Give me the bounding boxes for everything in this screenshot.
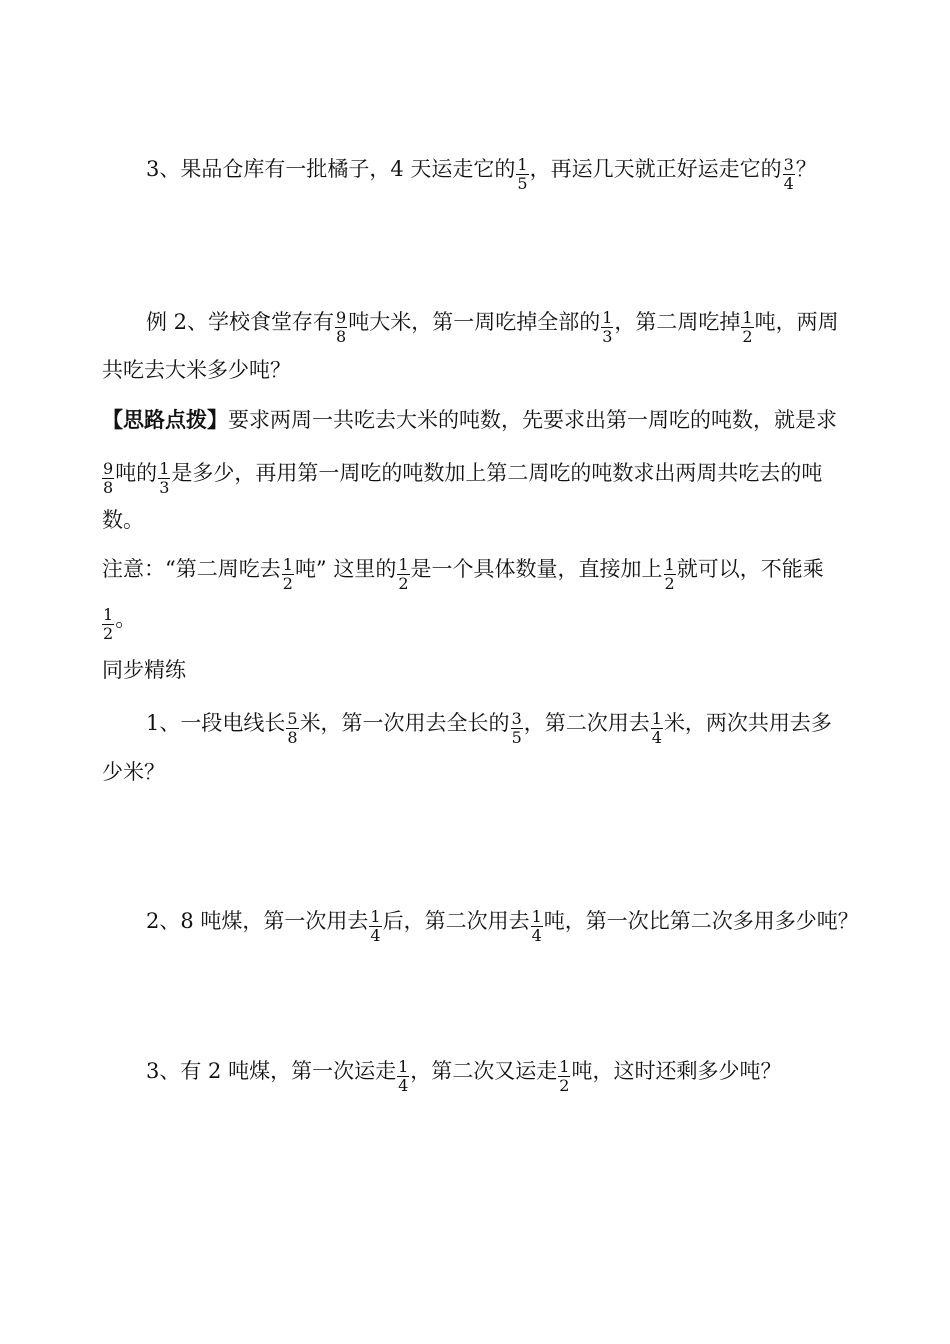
numerator: 1 — [664, 555, 675, 574]
fraction — [558, 1058, 570, 1095]
note-text: 就可以，不能乘 — [676, 557, 824, 581]
fraction — [664, 556, 676, 593]
denominator: 2 — [398, 574, 409, 593]
fraction — [102, 460, 114, 497]
exercise-1-line-2 — [102, 758, 165, 786]
denominator: 2 — [664, 574, 675, 593]
example-text: 吨大米，第一周吃掉全部的 — [348, 310, 601, 334]
fraction — [783, 156, 795, 193]
denominator: 8 — [103, 478, 114, 497]
denominator: 5 — [517, 174, 528, 193]
numerator: 1 — [602, 308, 613, 327]
fraction — [531, 908, 543, 945]
exercise-2 — [146, 904, 859, 945]
denominator: 4 — [370, 926, 381, 945]
fraction — [741, 309, 753, 346]
example-text: 共吃去大米多少吨？ — [102, 358, 291, 382]
example-text: 例 2、学校食堂存有 — [146, 310, 335, 334]
hint-label: 【思路点拨】 — [102, 407, 228, 432]
section-title-text: 同步精练 — [102, 658, 186, 682]
example-2-line-1 — [146, 305, 839, 346]
fraction — [397, 556, 409, 593]
hint-text: 要求两周一共吃去大米的吨数，先要求出第一周吃的吨数，就是求 — [228, 408, 837, 432]
denominator: 8 — [336, 327, 347, 346]
fraction — [369, 908, 381, 945]
exercise-3 — [146, 1054, 782, 1095]
problem-text: 3、果品仓库有一批橘子，4 天运走它的 — [146, 157, 516, 181]
note-text: 吨” 这里的 — [294, 557, 397, 581]
fraction — [651, 710, 663, 747]
numerator: 1 — [742, 308, 753, 327]
numerator: 1 — [517, 155, 528, 174]
denominator: 2 — [282, 574, 293, 593]
exercise-text: 米，两次共用去多 — [663, 711, 832, 735]
denominator: 5 — [511, 728, 522, 747]
numerator: 9 — [336, 308, 347, 327]
denominator: 2 — [559, 1076, 570, 1095]
fraction — [102, 606, 114, 643]
numerator: 1 — [398, 1057, 409, 1076]
note-line-2 — [102, 602, 137, 643]
denominator: 4 — [531, 926, 542, 945]
denominator: 2 — [742, 327, 753, 346]
denominator: 3 — [602, 327, 613, 346]
problem-3-top — [146, 152, 817, 193]
example-2-line-2 — [102, 356, 291, 384]
hint-line-2 — [102, 456, 823, 497]
numerator: 1 — [159, 459, 170, 478]
exercise-text: 后，第二次用去 — [382, 909, 530, 933]
hint-text: 吨的 — [115, 461, 158, 485]
numerator: 1 — [370, 907, 381, 926]
note-text: 。 — [115, 607, 137, 631]
hint-text: 数。 — [102, 508, 144, 532]
fraction — [511, 710, 523, 747]
denominator: 4 — [651, 728, 662, 747]
fraction — [397, 1058, 409, 1095]
numerator: 3 — [511, 709, 522, 728]
fraction — [282, 556, 294, 593]
denominator: 8 — [287, 728, 298, 747]
denominator: 4 — [783, 174, 794, 193]
fraction — [601, 309, 613, 346]
exercise-text: 吨，这时还剩多少吨？ — [571, 1059, 782, 1083]
denominator: 4 — [398, 1076, 409, 1095]
denominator: 2 — [103, 624, 114, 643]
numerator: 1 — [559, 1057, 570, 1076]
exercise-1-line-1 — [146, 706, 832, 747]
exercise-text: 米，第一次用去全长的 — [299, 711, 510, 735]
problem-text: ？ — [795, 157, 817, 181]
note-text: 是一个具体数量，直接加上 — [410, 557, 663, 581]
numerator: 1 — [103, 605, 114, 624]
exercise-text: 少米？ — [102, 760, 165, 784]
numerator: 1 — [651, 709, 662, 728]
exercise-text: 2、8 吨煤，第一次用去 — [146, 909, 369, 933]
numerator: 1 — [398, 555, 409, 574]
numerator: 9 — [103, 459, 114, 478]
example-text: 吨，两周 — [754, 310, 839, 334]
fraction — [286, 710, 298, 747]
numerator: 1 — [531, 907, 542, 926]
fraction — [335, 309, 347, 346]
exercise-text: ，第二次用去 — [523, 711, 650, 735]
fraction — [516, 156, 528, 193]
denominator: 3 — [159, 478, 170, 497]
exercise-text: ，第二次又运走 — [410, 1059, 558, 1083]
note-text: 注意：“第二周吃去 — [102, 557, 281, 581]
exercise-text: 3、有 2 吨煤，第一次运走 — [146, 1059, 397, 1083]
numerator: 1 — [282, 555, 293, 574]
exercise-text: 吨，第一次比第二次多用多少吨？ — [543, 909, 859, 933]
numerator: 5 — [287, 709, 298, 728]
numerator: 3 — [783, 155, 794, 174]
section-title — [102, 656, 186, 684]
fraction — [158, 460, 170, 497]
note-line-1 — [102, 552, 824, 593]
exercise-text: 1、一段电线长 — [146, 711, 286, 735]
hint-line-1 — [102, 406, 837, 434]
hint-text: 是多少，再用第一周吃的吨数加上第二周吃的吨数求出两周共吃去的吨 — [171, 461, 823, 485]
example-text: ，第二周吃掉 — [614, 310, 741, 334]
hint-line-3 — [102, 506, 144, 534]
problem-text: ，再运几天就正好运走它的 — [529, 157, 782, 181]
